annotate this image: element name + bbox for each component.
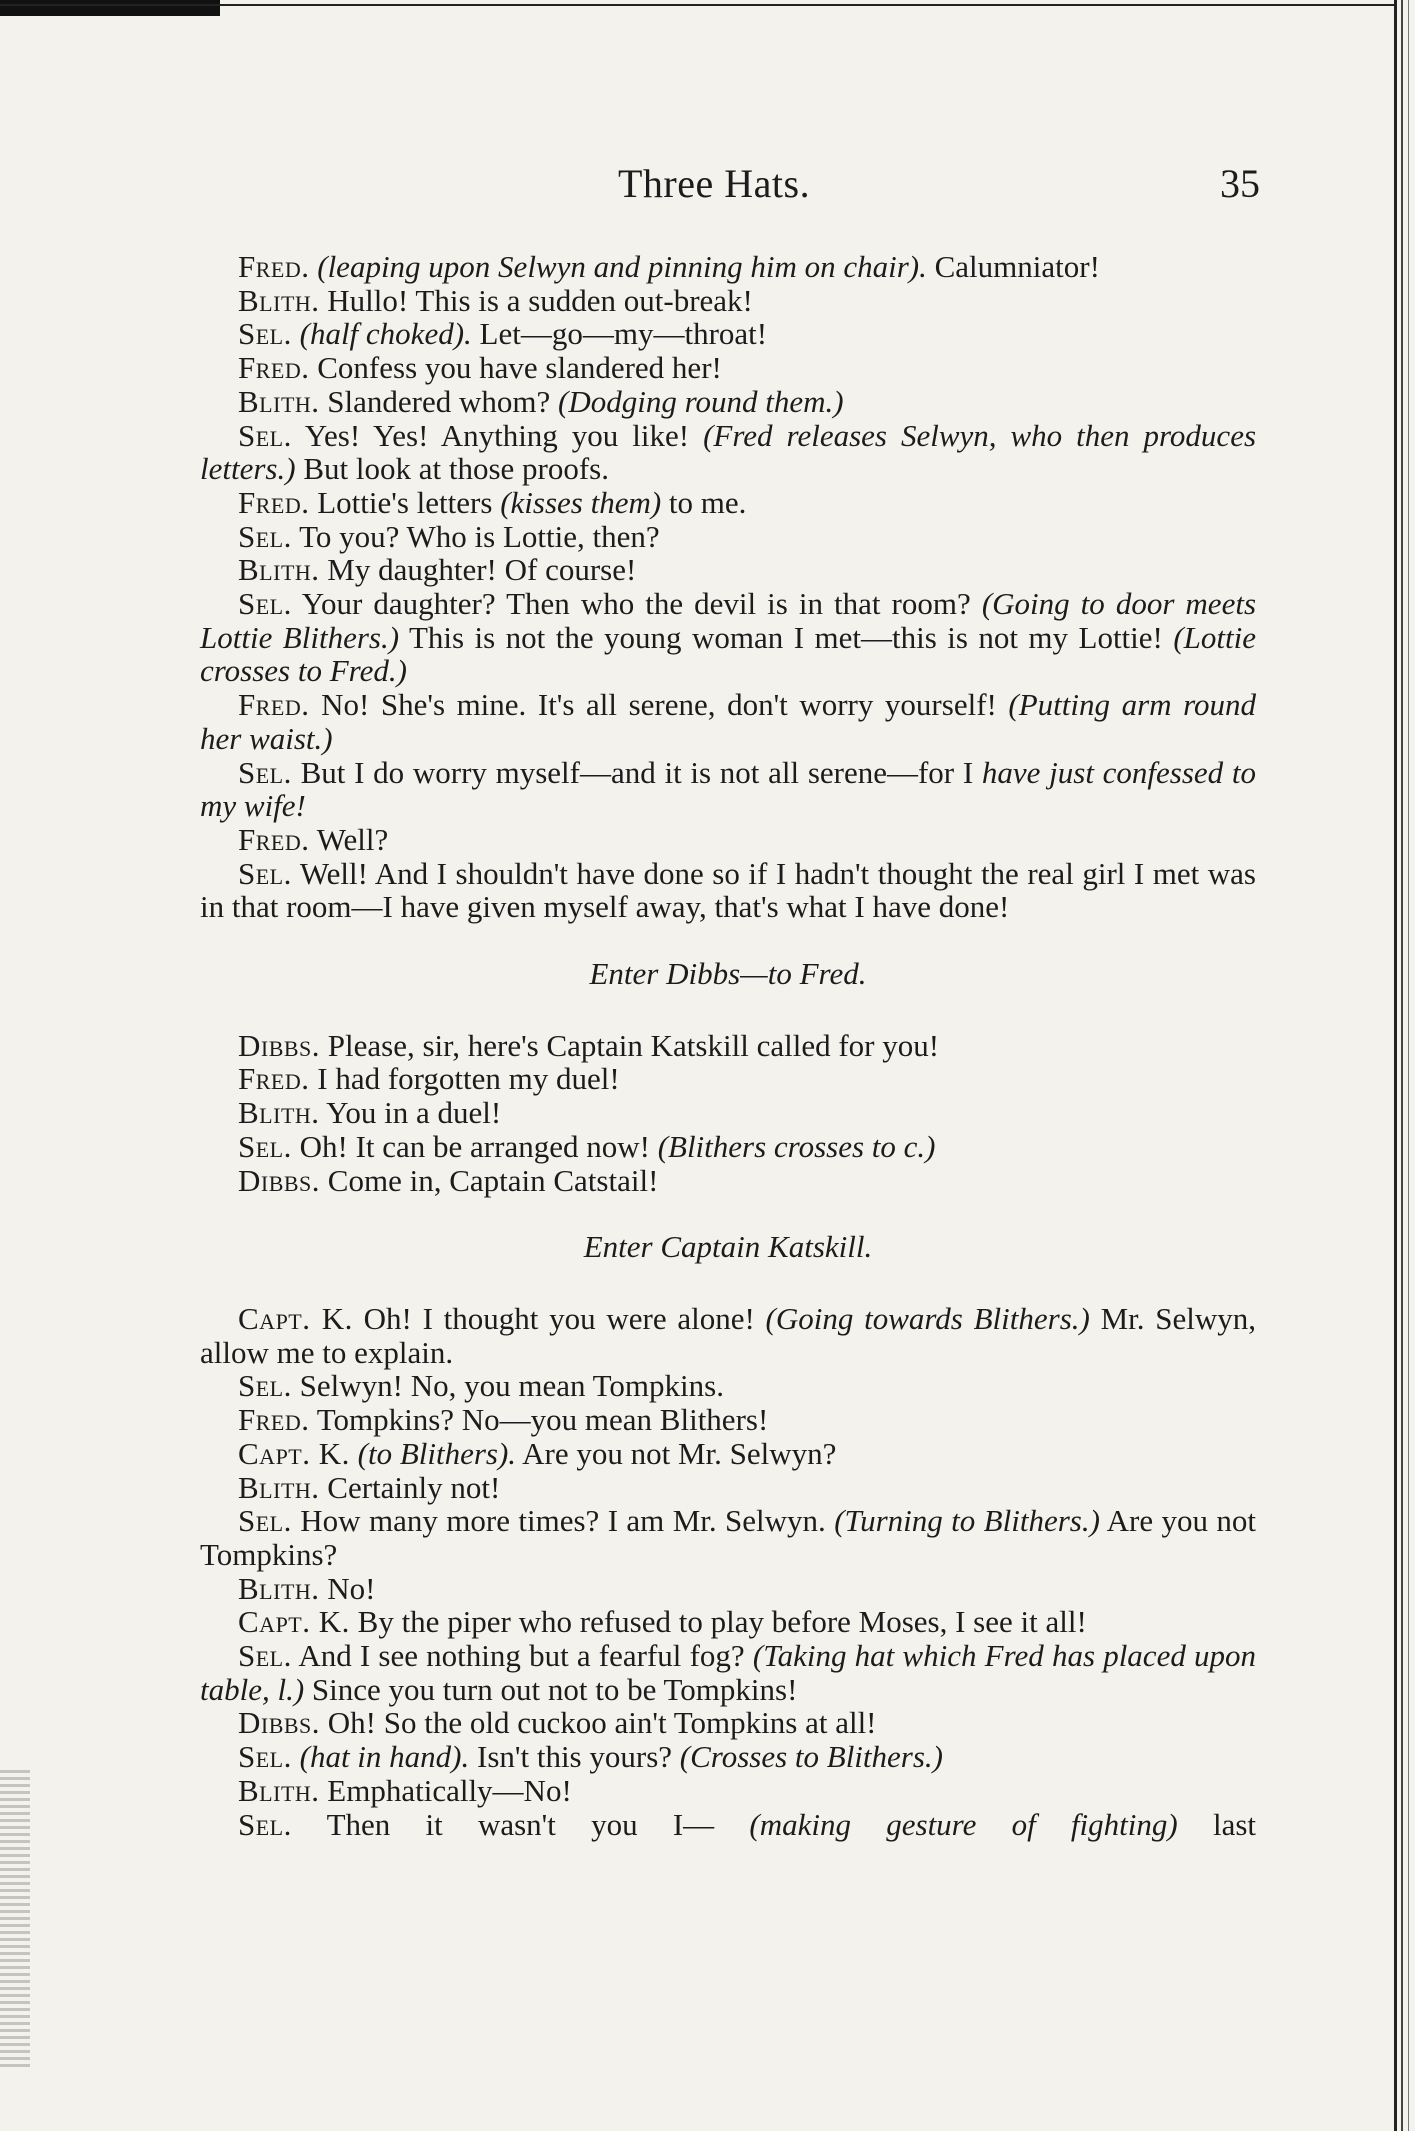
dialogue-line xyxy=(200,1774,1256,1808)
speaker: Capt. K. xyxy=(238,1604,350,1640)
speaker: Capt. K. xyxy=(238,1300,353,1336)
speaker: Fred. xyxy=(238,1402,310,1438)
dialogue-line xyxy=(200,1572,1256,1606)
dialogue-line xyxy=(200,688,1256,755)
stage-direction: (Dodging round them.) xyxy=(558,383,844,419)
play-text xyxy=(200,250,1256,1841)
speaker: Sel. xyxy=(238,1368,292,1404)
speaker: Blith. xyxy=(238,1570,320,1606)
stage-direction: (Putting arm round her waist.) xyxy=(200,687,1257,756)
dialogue: No! xyxy=(327,1570,376,1606)
stage-entrance: Enter Dibbs—to Fred. xyxy=(589,956,867,992)
speaker: Blith. xyxy=(238,1095,320,1131)
dialogue-line xyxy=(200,1808,1256,1842)
stage-direction: (Fred releases Selwyn, who then produces letters.) xyxy=(200,417,1257,487)
dialogue: Well! And I shouldn't have done so if I hadn't thought the real girl I met was in that room—I have given myself away, that's what I have done! xyxy=(200,855,1256,925)
dialogue: By the piper who refused to play before Moses, I see it all! xyxy=(357,1604,1087,1640)
dialogue: But look at those proofs. xyxy=(303,451,609,487)
dialogue-line xyxy=(200,1130,1256,1164)
speaker: Fred. xyxy=(238,249,310,284)
dialogue: Are you not Mr. Selwyn? xyxy=(522,1435,837,1471)
dialogue-line xyxy=(200,1029,1256,1063)
page-header xyxy=(200,160,1260,220)
dialogue-line xyxy=(200,351,1256,385)
dialogue: Calumniator! xyxy=(934,249,1100,284)
dialogue: Slandered whom? xyxy=(327,383,551,419)
speaker: Blith. xyxy=(238,552,320,588)
dialogue-line xyxy=(200,1471,1256,1505)
dialogue-line xyxy=(200,520,1256,554)
stage-direction: (Going to door meets Lottie Blithers.) xyxy=(200,586,1257,655)
speaker: Sel. xyxy=(238,1638,292,1674)
dialogue: to me. xyxy=(668,484,747,520)
dialogue: You in a duel! xyxy=(326,1095,502,1131)
dialogue-line xyxy=(200,587,1256,688)
dialogue: Lottie's letters xyxy=(317,484,493,520)
speaker: Blith. xyxy=(238,1772,320,1808)
dialogue-line xyxy=(200,857,1256,924)
stage-direction: have just confessed to my wife! xyxy=(200,754,1256,824)
dialogue-line xyxy=(200,385,1256,419)
stage-direction: (half choked). xyxy=(299,316,472,352)
dialogue-line xyxy=(200,1740,1256,1774)
dialogue-line xyxy=(200,553,1256,587)
dialogue: My daughter! Of course! xyxy=(327,552,637,588)
speaker: Sel. xyxy=(238,518,292,554)
dialogue: Tompkins? No—you mean Blithers! xyxy=(316,1402,769,1438)
stage-direction: (making gesture of fighting) xyxy=(749,1806,1178,1842)
speaker: Sel. xyxy=(238,316,292,352)
stage-direction: (kisses them) xyxy=(500,484,662,520)
dialogue-line xyxy=(200,756,1256,823)
dialogue-line xyxy=(200,1164,1256,1198)
scan-smudge xyxy=(0,1770,30,2070)
dialogue: No! She's mine. It's all serene, don't worry yourself! xyxy=(321,687,997,723)
speaker: Fred. xyxy=(238,1061,310,1097)
dialogue: Are you not Tompkins? xyxy=(200,1503,1257,1572)
top-rule xyxy=(0,0,220,16)
stage-direction: (leaping upon Selwyn and pinning him on chair). xyxy=(317,249,927,284)
dialogue: Isn't this yours? xyxy=(477,1739,673,1775)
speaker: Sel. xyxy=(238,417,292,453)
dialogue-line xyxy=(200,1096,1256,1130)
dialogue: Since you turn out not to be Tompkins! xyxy=(311,1671,798,1707)
page-number: 35 xyxy=(1220,161,1260,206)
dialogue-line xyxy=(200,486,1256,520)
dialogue-line xyxy=(200,1437,1256,1471)
dialogue: Please, sir, here's Captain Katskill called for you! xyxy=(327,1027,940,1063)
speaker: Sel. xyxy=(238,754,292,790)
speaker: Sel. xyxy=(238,1806,292,1842)
dialogue-line xyxy=(200,1302,1256,1369)
dialogue: This is not the young woman I met—this is not my Lottie! xyxy=(408,619,1163,655)
dialogue-line xyxy=(200,1062,1256,1096)
dialogue: How many more times? I am Mr. Selwyn. xyxy=(300,1503,826,1539)
dialogue-line xyxy=(200,1504,1256,1571)
dialogue-line xyxy=(200,284,1256,318)
stage-direction: (Crosses to Blithers.) xyxy=(679,1739,943,1775)
dialogue-line xyxy=(200,317,1256,351)
speaker: Blith. xyxy=(238,383,320,419)
dialogue: And I see nothing but a fearful fog? xyxy=(298,1638,745,1674)
speaker: Blith. xyxy=(238,282,320,318)
stage-entrance: Enter Captain Katskill. xyxy=(583,1229,873,1265)
top-rule-thin xyxy=(0,4,1395,6)
stage-direction: (Blithers crosses to c.) xyxy=(657,1128,936,1164)
speaker: Blith. xyxy=(238,1469,320,1505)
dialogue-line xyxy=(200,823,1256,857)
dialogue: To you? Who is Lottie, then? xyxy=(299,518,660,554)
dialogue: Oh! I thought you were alone! xyxy=(363,1300,755,1336)
dialogue: Selwyn! No, you mean Tompkins. xyxy=(299,1368,724,1404)
speaker: Dibbs. xyxy=(238,1705,321,1741)
dialogue: Emphatically—No! xyxy=(327,1772,572,1808)
dialogue: Well? xyxy=(316,821,389,857)
dialogue-line xyxy=(200,1706,1256,1740)
speaker: Dibbs. xyxy=(238,1027,321,1063)
speaker: Fred. xyxy=(238,350,310,386)
speaker: Fred. xyxy=(238,821,310,857)
speaker: Sel. xyxy=(238,855,292,891)
speaker: Sel. xyxy=(238,1503,292,1539)
stage-direction: (Going towards Blithers.) xyxy=(765,1300,1090,1336)
dialogue: Hullo! This is a sudden out-break! xyxy=(327,282,753,318)
dialogue-line xyxy=(200,250,1256,284)
dialogue: Your daughter? Then who the devil is in that room? xyxy=(301,586,971,622)
speaker: Dibbs. xyxy=(238,1162,321,1198)
stage-direction: (hat in hand). xyxy=(299,1739,470,1775)
dialogue-line xyxy=(200,1369,1256,1403)
dialogue-line xyxy=(200,419,1256,486)
stage-direction: (Lottie crosses to Fred.) xyxy=(200,619,1257,689)
dialogue: Yes! Yes! Anything you like! xyxy=(304,417,690,453)
speaker: Sel. xyxy=(238,1739,292,1775)
speaker: Fred. xyxy=(238,484,310,520)
speaker: Capt. K. xyxy=(238,1435,350,1471)
speaker: Sel. xyxy=(238,586,292,622)
dialogue: Certainly not! xyxy=(327,1469,501,1505)
dialogue: Let—go—my—throat! xyxy=(479,316,768,352)
dialogue: Mr. Selwyn, allow me to explain. xyxy=(200,1300,1257,1370)
stage-direction: (Taking hat which Fred has placed upon table, l.) xyxy=(200,1638,1257,1707)
stage-direction: (Turning to Blithers.) xyxy=(834,1503,1100,1539)
dialogue: Come in, Captain Catstail! xyxy=(327,1162,659,1198)
dialogue: Oh! So the old cuckoo ain't Tompkins at all! xyxy=(327,1705,877,1741)
dialogue-line xyxy=(200,1403,1256,1437)
right-edge-rule xyxy=(1394,0,1397,2131)
dialogue: Then it wasn't you I— xyxy=(326,1806,715,1842)
speaker: Sel. xyxy=(238,1128,292,1164)
dialogue: Confess you have slandered her! xyxy=(317,350,722,386)
dialogue: last xyxy=(1212,1806,1257,1842)
dialogue: But I do worry myself—and it is not all serene—for I xyxy=(300,754,974,790)
speaker: Fred. xyxy=(238,687,310,723)
dialogue: I had forgotten my duel! xyxy=(317,1061,620,1097)
running-title: Three Hats. xyxy=(618,161,811,206)
right-edge-rule xyxy=(1401,0,1403,2131)
right-edge-rule xyxy=(1408,0,1409,2131)
dialogue-line xyxy=(200,1639,1256,1706)
dialogue-line xyxy=(200,1605,1256,1639)
dialogue: Oh! It can be arranged now! xyxy=(299,1128,650,1164)
stage-direction: (to Blithers). xyxy=(357,1435,517,1471)
